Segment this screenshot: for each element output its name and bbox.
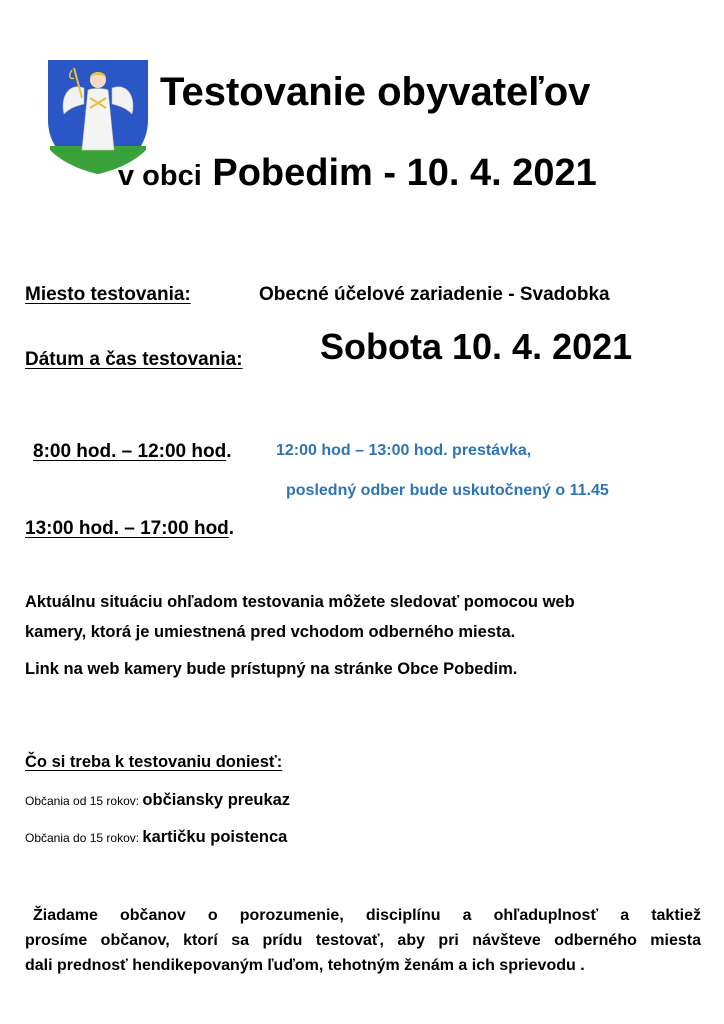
datetime-label: Dátum a čas testovania: — [25, 349, 243, 370]
info-line1: Aktuálnu situáciu ohľadom testovania môžete sledovať pomocou web — [25, 593, 575, 611]
children-label: Občania do 15 rokov: — [25, 831, 143, 845]
adults-label: Občania od 15 rokov: — [25, 794, 143, 808]
adults-item: občiansky preukaz — [142, 791, 291, 809]
closing-line3: dali prednosť hendikepovaným ľuďom, tehotným ženám a ich sprievodu . — [25, 957, 585, 974]
break-note-line1: 12:00 hod – 13:00 hod. prestávka, — [276, 442, 532, 459]
place-value: Obecné účelové zariadenie - Svadobka — [259, 284, 610, 305]
info-line2: kamery, ktorá je umiestnená pred vchodom odberného miesta. — [25, 623, 516, 641]
closing-line1: Žiadame občanov o porozumenie, disciplínu a ohľaduplnosť a taktiež — [33, 907, 701, 924]
page-title-line2 — [118, 152, 597, 195]
break-note-line2: posledný odber bude uskutočnený o 11.45 — [286, 482, 609, 499]
bring-row-children — [25, 828, 287, 847]
page-title-line1: Testovanie obyvateľov — [160, 70, 591, 114]
bring-heading: Čo si treba k testovaniu doniesť: — [25, 753, 283, 771]
slot2-time: 13:00 hod. – 17:00 hod — [25, 518, 229, 539]
slot1-time: 8:00 hod. – 12:00 hod — [33, 441, 227, 462]
children-item: kartičku poistenca — [142, 828, 288, 846]
closing-paragraph — [25, 903, 701, 978]
slot1-suffix: . — [226, 441, 232, 462]
slot2-suffix: . — [228, 518, 235, 539]
title-prefix: v obci — [118, 160, 202, 192]
place-label: Miesto testovania: — [25, 284, 191, 305]
closing-line2: prosíme občanov, ktorí sa prídu testovať, aby pri návšteve odberného miesta — [25, 932, 701, 949]
schedule-slot1 — [33, 441, 232, 463]
info-line3: Link na web kamery bude prístupný na stránke Obce Pobedim. — [25, 660, 518, 678]
bring-row-adults — [25, 791, 290, 810]
datetime-value: Sobota 10. 4. 2021 — [320, 326, 633, 367]
title-main: Pobedim - 10. 4. 2021 — [212, 152, 597, 194]
schedule-slot2 — [25, 518, 234, 540]
